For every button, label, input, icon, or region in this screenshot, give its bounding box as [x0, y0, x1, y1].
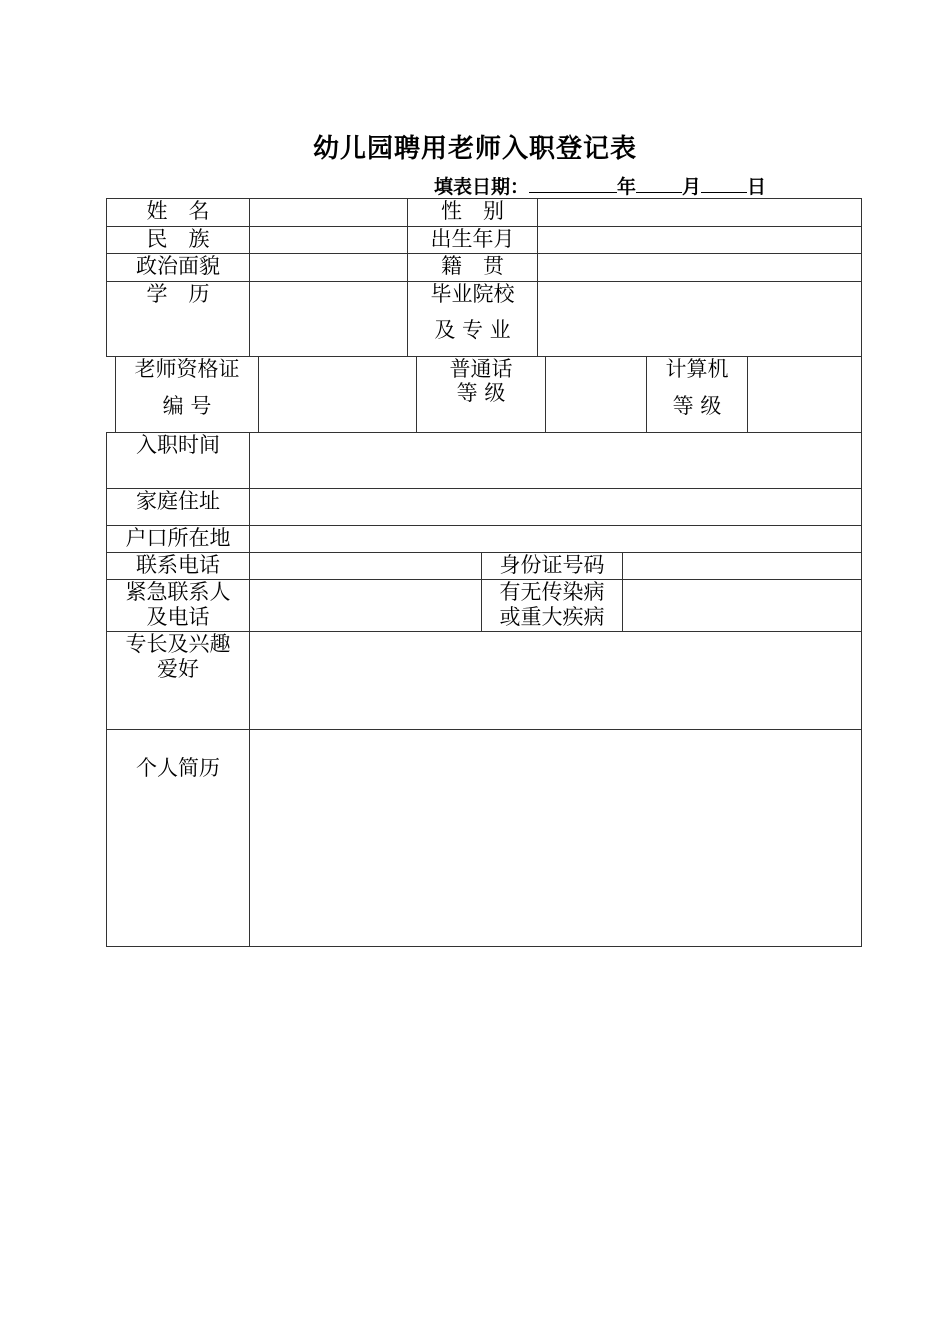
hukou-label: 户口所在地: [125, 526, 231, 550]
hobby-label-line2: 爱好: [157, 657, 199, 681]
year-field[interactable]: [529, 172, 617, 193]
political-field[interactable]: [250, 254, 407, 281]
gender-label: 性 别: [441, 199, 504, 223]
disease-label-line1: 有无传染病: [499, 580, 605, 604]
day-field[interactable]: [701, 172, 747, 193]
cert-label-line2: 编 号: [162, 394, 212, 418]
entry-time-field[interactable]: [250, 433, 861, 488]
hobby-field[interactable]: [250, 632, 861, 729]
table-border-bottom: [106, 946, 862, 947]
school-label-line1: 毕业院校: [430, 282, 515, 306]
education-label: 学 历: [146, 282, 210, 306]
mandarin-label-line1: 普通话: [449, 357, 513, 381]
education-field[interactable]: [250, 282, 407, 356]
cert-field[interactable]: [259, 357, 416, 432]
resume-field[interactable]: [250, 730, 861, 946]
home-address-field[interactable]: [250, 489, 861, 525]
month-field[interactable]: [636, 172, 682, 193]
emergency-label-line1: 紧急联系人: [125, 580, 231, 604]
native-place-field[interactable]: [538, 254, 861, 281]
form-title: 幼儿园聘用老师入职登记表: [312, 134, 637, 164]
month-label: 月: [682, 176, 702, 198]
ethnicity-label: 民 族: [146, 227, 210, 251]
ethnicity-field[interactable]: [250, 227, 407, 253]
mandarin-field[interactable]: [546, 357, 646, 432]
disease-label-line2: 或重大疾病: [499, 605, 605, 629]
name-label: 姓 名: [146, 199, 210, 223]
hobby-label-line1: 专长及兴趣: [125, 632, 231, 656]
computer-label-line1: 计算机: [665, 357, 729, 381]
fill-date-line: [434, 172, 766, 199]
political-label: 政治面貌: [136, 254, 220, 278]
phone-label: 联系电话: [136, 553, 220, 577]
native-place-label: 籍 贯: [441, 254, 504, 278]
id-number-field[interactable]: [623, 553, 861, 579]
day-label: 日: [747, 176, 767, 198]
entry-time-label: 入职时间: [136, 433, 220, 457]
birth-field[interactable]: [538, 227, 861, 253]
resume-label: 个人简历: [136, 756, 220, 780]
computer-label-line2: 等 级: [672, 394, 722, 418]
cert-label-line1: 老师资格证: [134, 357, 240, 381]
id-number-label: 身份证号码: [499, 553, 605, 577]
school-field[interactable]: [538, 282, 861, 356]
name-field[interactable]: [250, 199, 407, 226]
fill-date-label: 填表日期：: [434, 176, 530, 198]
emergency-label-line2: 及电话: [146, 605, 210, 629]
gender-field[interactable]: [538, 199, 861, 226]
computer-field[interactable]: [748, 357, 861, 432]
birth-label: 出生年月: [430, 227, 515, 251]
year-label: 年: [617, 176, 637, 198]
disease-field[interactable]: [623, 580, 861, 631]
phone-field[interactable]: [250, 553, 481, 579]
mandarin-label-line2: 等 级: [456, 381, 506, 405]
hukou-field[interactable]: [250, 526, 861, 552]
home-address-label: 家庭住址: [136, 489, 220, 513]
school-label-line2: 及 专 业: [434, 318, 511, 342]
emergency-field[interactable]: [250, 580, 481, 631]
table-border-right: [861, 198, 862, 947]
